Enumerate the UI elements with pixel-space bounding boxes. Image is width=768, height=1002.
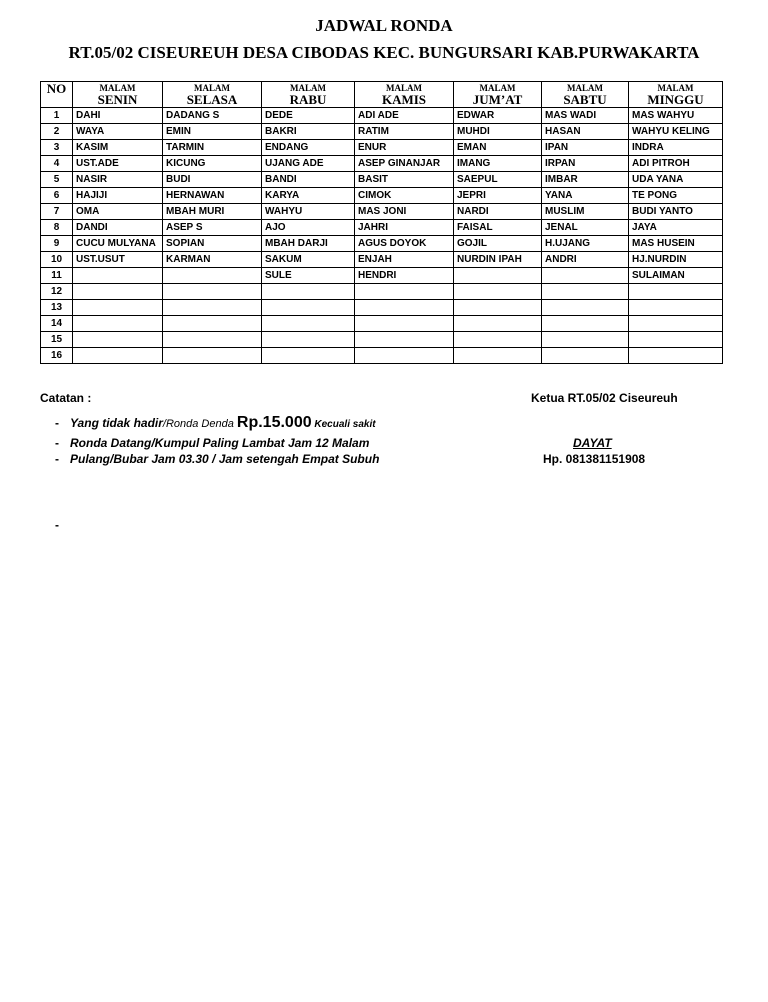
row-number: 16 [41,348,73,364]
table-cell: SAEPUL [454,172,542,188]
table-cell: HENDRI [355,268,454,284]
table-cell [73,268,163,284]
table-cell: MAS JONI [355,204,454,220]
table-cell [454,268,542,284]
table-cell: BASIT [355,172,454,188]
table-cell [73,332,163,348]
table-cell: IRPAN [542,156,629,172]
header-prefix: MALAM [290,83,326,93]
header-rabu [262,82,355,108]
table-cell: IPAN [542,140,629,156]
note-fine-amount: Rp.15.000 [236,414,312,431]
table-row [41,140,723,156]
header-day: SENIN [97,92,138,107]
note-departure-text: Pulang/Bubar Jam 03.30 / Jam setengah Empat Subuh [70,452,380,466]
header-no: NO [41,82,73,108]
table-cell: WAHYU [262,204,355,220]
note-arrival-text: Ronda Datang/Kumpul Paling Lambat Jam 12 Malam [70,436,370,450]
table-cell [73,348,163,364]
table-cell [454,316,542,332]
table-cell: BUDI YANTO [629,204,723,220]
row-number: 10 [41,252,73,268]
header-kamis [355,82,454,108]
table-row [41,268,723,284]
table-cell [73,316,163,332]
note-arrival [55,436,369,450]
table-cell: KICUNG [163,156,262,172]
table-cell: UST.ADE [73,156,163,172]
table-cell [629,348,723,364]
row-number: 12 [41,284,73,300]
table-cell: AGUS DOYOK [355,236,454,252]
table-cell [454,348,542,364]
table-cell: EMIN [163,124,262,140]
header-day: KAMIS [381,92,427,107]
table-cell: KARYA [262,188,355,204]
page-subtitle: RT.05/02 CISEUREUH DESA CIBODAS KEC. BUNGURSARI KAB.PURWAKARTA [68,43,700,62]
table-cell: ANDRI [542,252,629,268]
table-cell [629,284,723,300]
table-cell: DADANG S [163,108,262,124]
header-prefix: MALAM [386,83,422,93]
header-jumat [454,82,542,108]
header-prefix: MALAM [99,83,136,93]
table-cell: SULAIMAN [629,268,723,284]
table-cell: JAYA [629,220,723,236]
table-cell: HERNAWAN [163,188,262,204]
table-cell: WAHYU KELING [629,124,723,140]
table-cell: CIMOK [355,188,454,204]
table-cell [454,300,542,316]
row-number: 14 [41,316,73,332]
header-sabtu [542,82,629,108]
table-cell: TARMIN [163,140,262,156]
table-row [41,236,723,252]
table-cell: AJO [262,220,355,236]
note-departure [55,452,379,466]
row-number: 2 [41,124,73,140]
table-row [41,300,723,316]
table-cell: MAS WAHYU [629,108,723,124]
row-number: 6 [41,188,73,204]
table-cell: INDRA [629,140,723,156]
table-cell [629,300,723,316]
signature-name: DAYAT [573,436,612,450]
row-number: 7 [41,204,73,220]
table-cell: BAKRI [262,124,355,140]
table-cell: NURDIN IPAH [454,252,542,268]
table-cell [542,268,629,284]
row-number: 1 [41,108,73,124]
table-cell: SOPIAN [163,236,262,252]
table-cell: MBAH MURI [163,204,262,220]
row-number: 4 [41,156,73,172]
table-body [41,108,723,364]
table-cell [629,332,723,348]
table-cell: JENAL [542,220,629,236]
table-cell: ENDANG [262,140,355,156]
table-cell [542,284,629,300]
row-number: 8 [41,220,73,236]
table-cell [163,268,262,284]
table-cell: DEDE [262,108,355,124]
row-number: 11 [41,268,73,284]
table-row [41,220,723,236]
note-fine-part1: Yang tidak hadir [70,416,163,430]
table-cell: ADI PITROH [629,156,723,172]
table-cell: FAISAL [454,220,542,236]
row-number: 9 [41,236,73,252]
table-cell: SAKUM [262,252,355,268]
table-cell [542,300,629,316]
table-cell: JAHRI [355,220,454,236]
table-cell [262,316,355,332]
header-day: RABU [289,92,327,107]
table-header-row [41,82,723,108]
table-cell [355,284,454,300]
table-cell [542,316,629,332]
table-cell [355,316,454,332]
table-cell: ASEP GINANJAR [355,156,454,172]
table-cell [73,300,163,316]
table-cell: ADI ADE [355,108,454,124]
table-cell: BANDI [262,172,355,188]
table-cell [629,316,723,332]
table-row [41,172,723,188]
header-minggu [629,82,723,108]
table-cell [163,316,262,332]
table-cell [163,284,262,300]
note-fine-part2: /Ronda Denda [162,418,237,430]
table-cell [73,284,163,300]
table-cell: MUHDI [454,124,542,140]
table-cell: MAS HUSEIN [629,236,723,252]
table-cell: GOJIL [454,236,542,252]
table-cell: RATIM [355,124,454,140]
table-row [41,252,723,268]
table-cell: MBAH DARJI [262,236,355,252]
table-cell [355,348,454,364]
table-row [41,284,723,300]
row-number: 13 [41,300,73,316]
header-prefix: MALAM [194,83,230,93]
header-prefix: MALAM [657,83,694,93]
note-fine-part3: Kecuali sakit [311,419,376,430]
header-selasa [163,82,262,108]
table-cell [163,332,262,348]
row-number: 3 [41,140,73,156]
row-number: 15 [41,332,73,348]
table-cell [262,300,355,316]
table-cell [262,284,355,300]
header-prefix: MALAM [567,83,603,93]
note-fine [55,414,376,432]
table-cell: MAS WADI [542,108,629,124]
table-row [41,188,723,204]
table-cell: HASAN [542,124,629,140]
table-cell: WAYA [73,124,163,140]
note-dash: - [55,452,59,466]
table-cell: H.UJANG [542,236,629,252]
signature-phone: Hp. 081381151908 [543,452,646,466]
table-cell [355,300,454,316]
note-dash: - [55,436,59,450]
table-cell: IMANG [454,156,542,172]
table-cell: BUDI [163,172,262,188]
table-cell: HJ.NURDIN [629,252,723,268]
header-day: SABTU [563,92,607,107]
note-dash-empty: - [55,518,59,532]
table-row [41,348,723,364]
table-cell: SULE [262,268,355,284]
signature-title: Ketua RT.05/02 Ciseureuh [531,391,678,405]
table-cell: KARMAN [163,252,262,268]
table-cell: CUCU MULYANA [73,236,163,252]
table-cell [454,332,542,348]
table-cell: OMA [73,204,163,220]
table-row [41,204,723,220]
table-cell: KASIM [73,140,163,156]
notes-label: Catatan : [40,391,92,405]
table-cell [355,332,454,348]
table-cell: ENJAH [355,252,454,268]
table-cell [542,348,629,364]
header-prefix: MALAM [479,83,516,93]
note-dash: - [55,416,59,430]
table-cell: ASEP S [163,220,262,236]
table-row [41,332,723,348]
header-day: SELASA [186,92,238,107]
table-cell: EDWAR [454,108,542,124]
page-title: JADWAL RONDA [315,16,453,35]
table-cell: IMBAR [542,172,629,188]
table-row [41,316,723,332]
table-cell [262,348,355,364]
table-row [41,156,723,172]
table-cell: EMAN [454,140,542,156]
table-cell [542,332,629,348]
table-cell: JEPRI [454,188,542,204]
table-cell: DANDI [73,220,163,236]
table-cell: TE PONG [629,188,723,204]
header-day: JUM’AT [472,92,523,107]
table-cell: UJANG ADE [262,156,355,172]
table-cell [262,332,355,348]
table-cell: NASIR [73,172,163,188]
header-senin [73,82,163,108]
schedule-table [40,81,723,364]
table-row [41,124,723,140]
table-row [41,108,723,124]
table-cell: HAJIJI [73,188,163,204]
header-day: MINGGU [647,92,704,107]
table-cell [163,348,262,364]
table-cell: DAHI [73,108,163,124]
table-cell: NARDI [454,204,542,220]
table-cell [454,284,542,300]
table-cell: UDA YANA [629,172,723,188]
table-cell: MUSLIM [542,204,629,220]
row-number: 5 [41,172,73,188]
table-cell: YANA [542,188,629,204]
table-cell: ENUR [355,140,454,156]
table-cell [163,300,262,316]
table-cell: UST.USUT [73,252,163,268]
